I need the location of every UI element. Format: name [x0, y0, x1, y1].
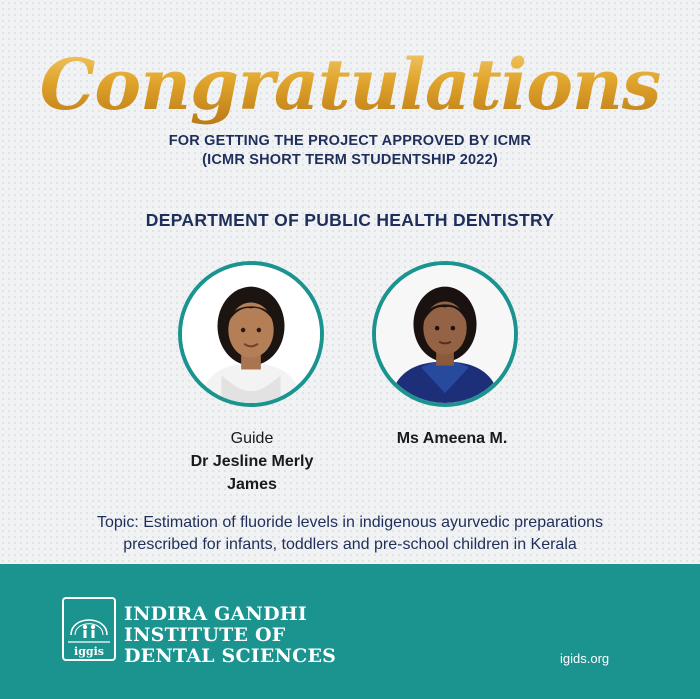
subtitle-line-1: FOR GETTING THE PROJECT APPROVED BY ICMR — [168, 133, 532, 149]
guide-role: Guide — [230, 430, 274, 447]
guide-caption — [150, 427, 354, 496]
guide-name-line-1: Dr Jesline Merly — [190, 453, 314, 470]
department-title: DEPARTMENT OF PUBLIC HEALTH DENTISTRY — [145, 210, 555, 230]
guide-name-line-2: James — [227, 476, 277, 493]
student-photo — [372, 261, 518, 407]
logo-text: iggis — [74, 645, 104, 658]
project-topic — [40, 512, 660, 556]
website-link[interactable]: igids.org — [560, 651, 610, 666]
institute-name-line-3: DENTAL SCIENCES — [124, 645, 337, 667]
topic-line-1: Topic: Estimation of fluoride levels in indigenous ayurvedic preparations — [96, 514, 604, 531]
subtitle-line-2: (ICMR SHORT TERM STUDENTSHIP 2022) — [202, 152, 498, 168]
headline: Congratulations — [0, 40, 700, 130]
student-name: Ms Ameena M. — [396, 430, 508, 447]
institute-logo-icon — [62, 597, 116, 661]
topic-line-2: prescribed for infants, toddlers and pre-school children in Kerala — [123, 536, 577, 553]
guide-photo — [178, 261, 324, 407]
institute-name-line-1: INDIRA GANDHI — [124, 603, 308, 625]
institute-name-line-2: INSTITUTE OF — [124, 624, 286, 646]
student-caption — [350, 427, 554, 450]
institute-name — [124, 604, 336, 667]
